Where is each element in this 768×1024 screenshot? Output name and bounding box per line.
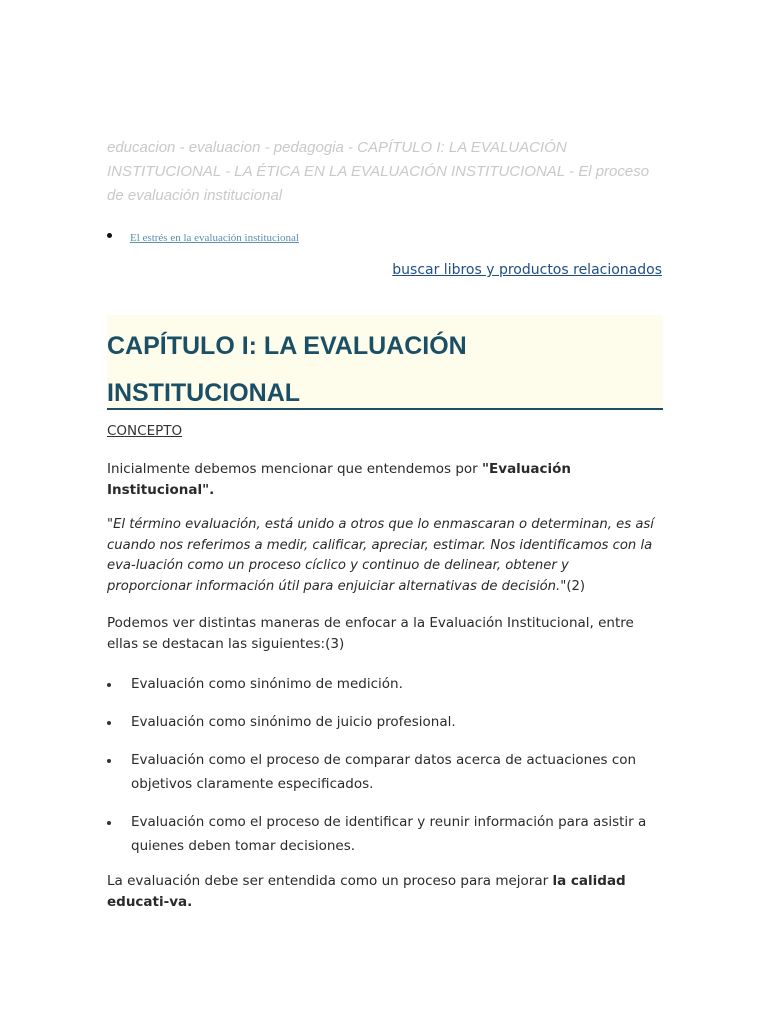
closing-paragraph (107, 871, 657, 913)
list-item: Evaluación como sinónimo de juicio profesional. (107, 710, 657, 734)
quote-reference: (2) (566, 578, 585, 594)
section-label-concepto: CONCEPTO (107, 423, 183, 439)
approaches-intro: Podemos ver distintas maneras de enfocar a la Evaluación Institucional, entre ellas se destacan las siguientes:(3) (107, 615, 634, 652)
approaches-list (107, 672, 657, 858)
quote-paragraph (107, 515, 657, 597)
list-item (107, 226, 299, 248)
list-item: Evaluación como el proceso de identificar y reunir información para asistir a quienes deben tomar decisiones. (107, 810, 657, 858)
related-links-list (107, 226, 299, 248)
list-item: Evaluación como el proceso de comparar datos acerca de actuaciones con objetivos claramente especificados. (107, 748, 657, 796)
list-item: Evaluación como sinónimo de medición. (107, 672, 657, 696)
intro-text: Inicialmente debemos mencionar que entendemos por (107, 461, 483, 477)
quote-text: "El término evaluación, está unido a otros que lo enmascaran o determinan, es así cuando nos referimos a medir, calificar, apreciar, estimar. Nos identificamos con la eva-luación como un proceso cíclico y continuo de delinear, obtener y proporcionar información útil para enjuiciar alternativas de decisión." (107, 517, 654, 594)
intro-paragraph (107, 459, 657, 501)
closing-bold-term: la calidad educati-va. (107, 873, 626, 910)
search-related-products-link[interactable]: buscar libros y productos relacionados (392, 262, 662, 278)
closing-text: La evaluación debe ser entendida como un proceso para mejorar (107, 873, 553, 889)
breadcrumb[interactable] (107, 136, 667, 208)
intro-bold-term: "Evaluación Institucional". (107, 461, 572, 498)
breadcrumb-text[interactable]: educacion - evaluacion - pedagogia - CAPÍTULO I: LA EVALUACIÓN INSTITUCIONAL - LA ÉTICA EN LA EVALUACIÓN INSTITUCIONAL - El proceso de evaluación institucional (107, 139, 650, 204)
related-link-estres[interactable]: El estrés en la evaluación institucional (130, 232, 299, 244)
chapter-title: CAPÍTULO I: LA EVALUACIÓN INSTITUCIONAL (107, 332, 467, 407)
chapter-heading-box (107, 315, 663, 410)
